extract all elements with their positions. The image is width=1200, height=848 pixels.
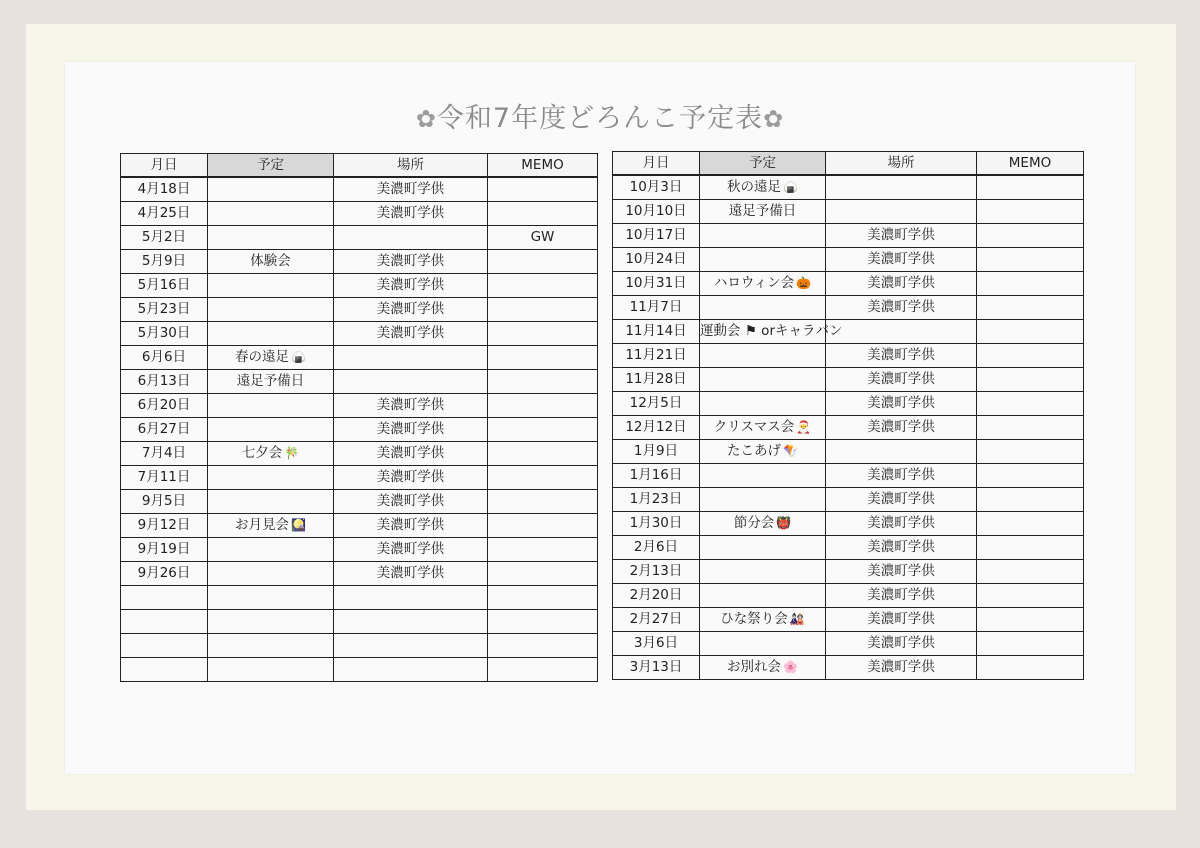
memo-cell xyxy=(488,634,598,658)
memo-cell xyxy=(977,488,1084,512)
date-cell: 10月17日 xyxy=(613,224,700,248)
event-label: ハロウィン会 xyxy=(713,275,795,291)
memo-cell xyxy=(977,608,1084,632)
place-cell: 美濃町学供 xyxy=(826,464,977,488)
date-cell xyxy=(121,634,208,658)
date-cell: 4月18日 xyxy=(121,177,208,202)
memo-cell xyxy=(488,394,598,418)
memo-cell xyxy=(488,562,598,586)
date-cell: 10月10日 xyxy=(613,200,700,224)
memo-cell xyxy=(488,370,598,394)
event-cell xyxy=(700,560,826,584)
place-cell xyxy=(826,320,977,344)
event-icon: 🎋 xyxy=(284,446,300,460)
date-cell: 5月2日 xyxy=(121,226,208,250)
event-cell xyxy=(208,442,334,466)
table-row xyxy=(121,562,598,586)
event-label: 秋の遠足 xyxy=(727,179,782,195)
table-row xyxy=(613,175,1084,200)
event-cell xyxy=(700,224,826,248)
date-cell: 2月27日 xyxy=(613,608,700,632)
header-memo: MEMO xyxy=(977,152,1084,176)
table-row xyxy=(613,584,1084,608)
event-cell xyxy=(700,368,826,392)
memo-cell xyxy=(488,298,598,322)
event-cell xyxy=(700,344,826,368)
date-cell: 5月9日 xyxy=(121,250,208,274)
place-cell xyxy=(334,610,488,634)
memo-cell xyxy=(977,560,1084,584)
place-cell: 美濃町学供 xyxy=(826,608,977,632)
place-cell: 美濃町学供 xyxy=(334,322,488,346)
header-place: 場所 xyxy=(826,152,977,176)
event-cell xyxy=(208,514,334,538)
place-cell: 美濃町学供 xyxy=(826,272,977,296)
table-row xyxy=(121,322,598,346)
date-cell: 9月12日 xyxy=(121,514,208,538)
place-cell xyxy=(334,586,488,610)
event-cell xyxy=(208,466,334,490)
date-cell: 1月9日 xyxy=(613,440,700,464)
event-icon: 🍙 xyxy=(291,350,306,364)
memo-cell xyxy=(488,658,598,682)
event-cell xyxy=(700,536,826,560)
table-row xyxy=(613,392,1084,416)
date-cell: 1月30日 xyxy=(613,512,700,536)
event-cell xyxy=(700,512,826,536)
date-cell: 6月27日 xyxy=(121,418,208,442)
place-cell: 美濃町学供 xyxy=(826,584,977,608)
event-cell xyxy=(700,296,826,320)
memo-cell xyxy=(977,440,1084,464)
table-row xyxy=(121,442,598,466)
date-cell: 6月6日 xyxy=(121,346,208,370)
event-label: お月見会 xyxy=(235,517,290,533)
table-row xyxy=(121,658,598,682)
place-cell: 美濃町学供 xyxy=(334,538,488,562)
date-cell: 10月31日 xyxy=(613,272,700,296)
event-cell xyxy=(208,202,334,226)
event-cell xyxy=(700,248,826,272)
memo-cell xyxy=(488,250,598,274)
memo-cell xyxy=(488,346,598,370)
table-row xyxy=(613,512,1084,536)
table-row xyxy=(121,370,598,394)
memo-cell xyxy=(488,610,598,634)
place-cell: 美濃町学供 xyxy=(826,512,977,536)
table-row xyxy=(613,368,1084,392)
memo-cell xyxy=(977,224,1084,248)
date-cell: 2月6日 xyxy=(613,536,700,560)
event-cell: 運動会 ⚑ orキャラバン xyxy=(700,320,826,344)
memo-cell xyxy=(977,536,1084,560)
date-cell: 1月23日 xyxy=(613,488,700,512)
event-icon: 🎑 xyxy=(291,518,306,532)
table-row xyxy=(121,250,598,274)
memo-cell xyxy=(977,512,1084,536)
table-row xyxy=(613,272,1084,296)
date-cell: 12月12日 xyxy=(613,416,700,440)
date-cell: 9月26日 xyxy=(121,562,208,586)
flower-icon: ✿ xyxy=(415,105,437,133)
event-icon: 🎎 xyxy=(789,612,805,626)
place-cell: 美濃町学供 xyxy=(826,296,977,320)
table-row xyxy=(613,416,1084,440)
memo-cell xyxy=(488,538,598,562)
event-cell xyxy=(700,200,826,224)
place-cell: 美濃町学供 xyxy=(334,562,488,586)
table-row xyxy=(613,440,1084,464)
date-cell: 2月13日 xyxy=(613,560,700,584)
place-cell: 美濃町学供 xyxy=(334,490,488,514)
place-cell xyxy=(334,634,488,658)
event-cell xyxy=(700,440,826,464)
table-row xyxy=(121,514,598,538)
event-cell xyxy=(208,586,334,610)
event-cell xyxy=(700,416,826,440)
table-row xyxy=(613,464,1084,488)
place-cell xyxy=(826,175,977,200)
memo-cell xyxy=(977,320,1084,344)
date-cell: 5月23日 xyxy=(121,298,208,322)
event-cell xyxy=(208,634,334,658)
event-cell xyxy=(700,464,826,488)
place-cell: 美濃町学供 xyxy=(334,514,488,538)
event-cell xyxy=(208,322,334,346)
table-row xyxy=(613,488,1084,512)
table-row xyxy=(121,490,598,514)
event-cell xyxy=(208,274,334,298)
place-cell: 美濃町学供 xyxy=(826,488,977,512)
place-cell: 美濃町学供 xyxy=(826,248,977,272)
place-cell: 美濃町学供 xyxy=(826,560,977,584)
header-place: 場所 xyxy=(334,154,488,178)
table-header-row xyxy=(121,154,598,178)
date-cell: 10月3日 xyxy=(613,175,700,200)
table-row xyxy=(121,466,598,490)
event-cell xyxy=(208,394,334,418)
table-row xyxy=(613,200,1084,224)
place-cell: 美濃町学供 xyxy=(334,177,488,202)
table-row xyxy=(121,226,598,250)
memo-cell xyxy=(977,464,1084,488)
place-cell xyxy=(334,658,488,682)
event-icon: 👹 xyxy=(776,516,792,530)
schedule-table-right xyxy=(612,151,1084,680)
date-cell xyxy=(121,586,208,610)
place-cell: 美濃町学供 xyxy=(334,418,488,442)
place-cell: 美濃町学供 xyxy=(334,250,488,274)
event-cell xyxy=(700,608,826,632)
place-cell xyxy=(826,440,977,464)
event-label: たこあげ xyxy=(727,443,782,459)
place-cell xyxy=(334,226,488,250)
place-cell: 美濃町学供 xyxy=(826,392,977,416)
event-cell xyxy=(208,226,334,250)
event-cell xyxy=(700,272,826,296)
memo-cell xyxy=(977,272,1084,296)
date-cell: 10月24日 xyxy=(613,248,700,272)
memo-cell xyxy=(488,322,598,346)
memo-cell xyxy=(488,274,598,298)
place-cell: 美濃町学供 xyxy=(826,632,977,656)
memo-cell xyxy=(977,368,1084,392)
table-row xyxy=(613,608,1084,632)
date-cell: 6月20日 xyxy=(121,394,208,418)
table-row xyxy=(613,248,1084,272)
memo-cell xyxy=(977,584,1084,608)
table-row xyxy=(121,538,598,562)
date-cell: 6月13日 xyxy=(121,370,208,394)
date-cell: 11月28日 xyxy=(613,368,700,392)
event-cell xyxy=(208,418,334,442)
place-cell: 美濃町学供 xyxy=(334,202,488,226)
memo-cell xyxy=(977,344,1084,368)
flower-icon: ✿ xyxy=(763,105,785,133)
event-cell xyxy=(208,370,334,394)
event-icon: 🎃 xyxy=(796,276,812,290)
event-label: 遠足予備日 xyxy=(728,203,797,219)
event-cell xyxy=(208,346,334,370)
table-header-row xyxy=(613,152,1084,176)
memo-cell xyxy=(488,418,598,442)
event-label: 春の遠足 xyxy=(235,349,290,365)
date-cell: 7月11日 xyxy=(121,466,208,490)
memo-cell xyxy=(488,586,598,610)
table-row xyxy=(613,320,1084,344)
memo-cell xyxy=(977,248,1084,272)
title-text: 令和7年度どろんこ予定表 xyxy=(436,103,764,134)
memo-cell xyxy=(488,514,598,538)
memo-cell xyxy=(977,656,1084,680)
place-cell: 美濃町学供 xyxy=(334,298,488,322)
event-label: クリスマス会 xyxy=(713,419,795,435)
event-icon: 🎅 xyxy=(796,420,812,434)
date-cell: 5月30日 xyxy=(121,322,208,346)
event-cell xyxy=(208,658,334,682)
memo-cell xyxy=(488,177,598,202)
memo-cell xyxy=(977,392,1084,416)
date-cell xyxy=(121,610,208,634)
date-cell: 12月5日 xyxy=(613,392,700,416)
place-cell: 美濃町学供 xyxy=(826,536,977,560)
date-cell: 11月21日 xyxy=(613,344,700,368)
event-cell xyxy=(700,584,826,608)
table-row xyxy=(121,394,598,418)
table-row xyxy=(613,536,1084,560)
event-cell xyxy=(208,298,334,322)
date-cell: 9月19日 xyxy=(121,538,208,562)
table-row xyxy=(613,224,1084,248)
table-row xyxy=(613,344,1084,368)
event-icon: 🍙 xyxy=(783,180,798,194)
place-cell: 美濃町学供 xyxy=(826,224,977,248)
date-cell xyxy=(121,658,208,682)
event-cell xyxy=(208,490,334,514)
table-row xyxy=(121,586,598,610)
table-row xyxy=(121,634,598,658)
memo-cell xyxy=(977,632,1084,656)
date-cell: 3月6日 xyxy=(613,632,700,656)
event-cell xyxy=(208,610,334,634)
date-cell: 11月14日 xyxy=(613,320,700,344)
event-cell xyxy=(208,177,334,202)
date-cell: 4月25日 xyxy=(121,202,208,226)
table-row xyxy=(613,296,1084,320)
page-title xyxy=(0,96,1200,135)
header-date: 月日 xyxy=(121,154,208,178)
place-cell: 美濃町学供 xyxy=(826,344,977,368)
event-cell xyxy=(700,488,826,512)
place-cell xyxy=(826,200,977,224)
event-cell xyxy=(700,656,826,680)
event-cell xyxy=(700,632,826,656)
memo-cell xyxy=(977,200,1084,224)
event-cell xyxy=(208,562,334,586)
header-event: 予定 xyxy=(208,154,334,178)
place-cell: 美濃町学供 xyxy=(826,416,977,440)
date-cell: 2月20日 xyxy=(613,584,700,608)
memo-cell: GW xyxy=(488,226,598,250)
header-date: 月日 xyxy=(613,152,700,176)
event-cell xyxy=(208,250,334,274)
table-row xyxy=(613,560,1084,584)
schedule-table-left xyxy=(120,153,598,682)
memo-cell xyxy=(977,175,1084,200)
memo-cell xyxy=(488,202,598,226)
place-cell: 美濃町学供 xyxy=(826,368,977,392)
event-cell xyxy=(700,175,826,200)
place-cell xyxy=(334,370,488,394)
place-cell: 美濃町学供 xyxy=(334,442,488,466)
event-label: 体験会 xyxy=(250,253,291,269)
table-row xyxy=(121,610,598,634)
memo-cell xyxy=(977,416,1084,440)
memo-cell xyxy=(488,442,598,466)
table-row xyxy=(121,418,598,442)
event-label: 七夕会 xyxy=(241,445,283,461)
memo-cell xyxy=(977,296,1084,320)
date-cell: 3月13日 xyxy=(613,656,700,680)
header-memo: MEMO xyxy=(488,154,598,178)
date-cell: 9月5日 xyxy=(121,490,208,514)
event-cell xyxy=(208,538,334,562)
event-label: 遠足予備日 xyxy=(236,373,305,389)
event-cell xyxy=(700,392,826,416)
place-cell xyxy=(334,346,488,370)
header-event: 予定 xyxy=(700,152,826,176)
table-row xyxy=(121,177,598,202)
table-row xyxy=(121,346,598,370)
date-cell: 11月7日 xyxy=(613,296,700,320)
event-label: お別れ会 xyxy=(727,659,782,675)
date-cell: 1月16日 xyxy=(613,464,700,488)
date-cell: 7月4日 xyxy=(121,442,208,466)
place-cell: 美濃町学供 xyxy=(334,466,488,490)
place-cell: 美濃町学供 xyxy=(826,656,977,680)
table-row xyxy=(613,632,1084,656)
memo-cell xyxy=(488,466,598,490)
table-row xyxy=(613,656,1084,680)
table-row xyxy=(121,298,598,322)
event-icon: 🌸 xyxy=(783,660,798,674)
event-label: ひな祭り会 xyxy=(720,611,788,627)
table-row xyxy=(121,274,598,298)
date-cell: 5月16日 xyxy=(121,274,208,298)
table-row xyxy=(121,202,598,226)
event-label: 節分会 xyxy=(733,515,775,531)
memo-cell xyxy=(488,490,598,514)
place-cell: 美濃町学供 xyxy=(334,274,488,298)
place-cell: 美濃町学供 xyxy=(334,394,488,418)
event-icon: 🪁 xyxy=(783,444,798,458)
